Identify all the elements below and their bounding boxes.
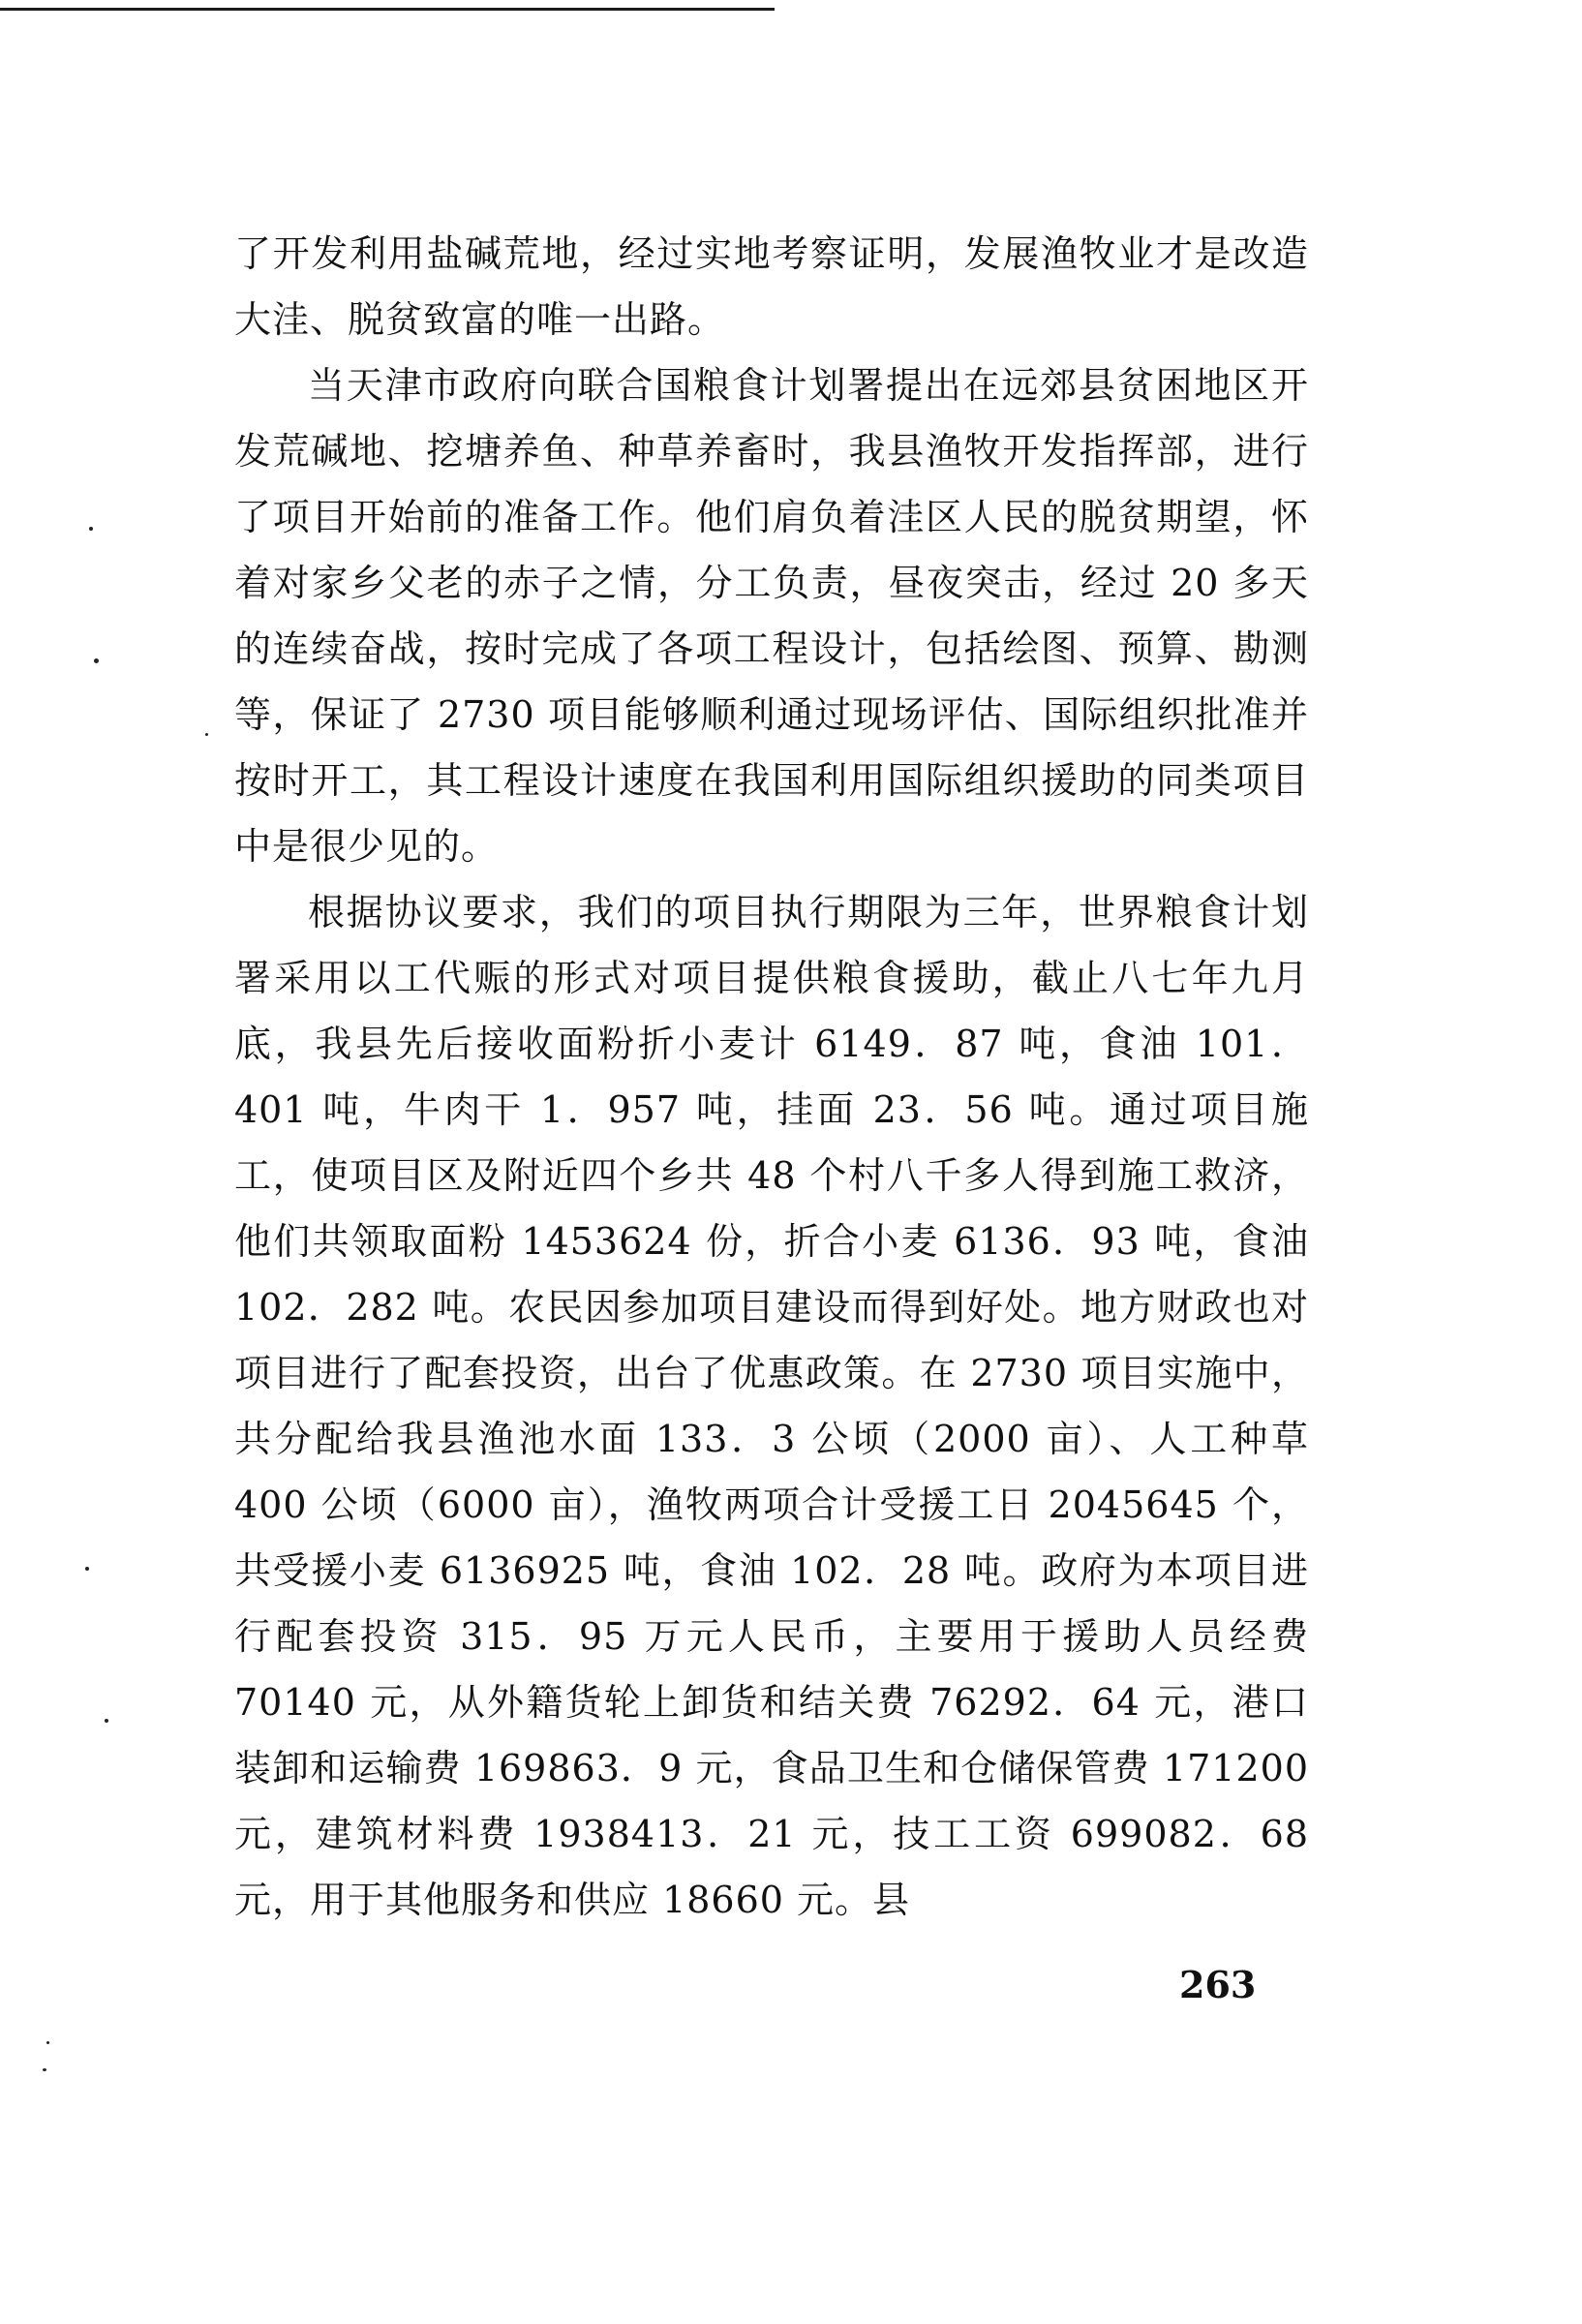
scan-speck [205,733,208,736]
paragraph-food-aid-details: 根据协议要求，我们的项目执行期限为三年，世界粮食计划署采用以工代赈的形式对项目提供粮食援助，截止八七年九月底，我县先后接收面粉折小麦计 6149．87 吨，食油 101．401 吨，牛肉干 1．957 吨，挂面 23．56 吨。通过项目施工，使项目区及附近四个乡共 48 个村八千多人得到施工救济，他们共领取面粉 1453624 份，折合小麦 6136．93 吨，食油 102．282 吨。农民因参加项目建设而得到好处。地方财政也对项目进行了配套投资，出台了优惠政策。在 2730 项目实施中，共分配给我县渔池水面 133．3 公顷（2000 亩）、人工种草 400 公顷（6000 亩），渔牧两项合计受援工日 2045645 个，共受援小麦 6136925 吨，食油 102．28 吨。政府为本项目进行配套投资 315．95 万元人民币，主要用于援助人员经费 70140 元，从外籍货轮上卸货和结关费 76292．64 元，港口装卸和运输费 169863．9 元，食品卫生和仓储保管费 171200 元，建筑材料费 1938413．21 元，技工工资 699082．68 元，用于其他服务和供应 18660 元。县 [234,891,1309,1921]
scan-top-rule [0,8,775,11]
page-number: 263 [1179,1963,1257,2006]
scan-speck [46,2041,49,2044]
scan-speck [43,2068,46,2071]
scan-speck [89,527,93,531]
paragraph-project-preparation: 当天津市政府向联合国粮食计划署提出在远郊县贫困地区开发荒碱地、挖塘养鱼、种草养畜时，我县渔牧开发指挥部，进行了项目开始前的准备工作。他们肩负着洼区人民的脱贫期望，怀着对家乡父老的赤子之情，分工负责，昼夜突击，经过 20 多天的连续奋战，按时完成了各项工程设计，包括绘图、预算、勘测等，保证了 2730 项目能够顺利通过现场评估、国际组织批准并按时开工，其工程设计速度在我国利用国际组织援助的同类项目中是很少见的。 [234,364,1309,868]
paragraph-continued: 了开发利用盐碱荒地，经过实地考察证明，发展渔牧业才是改造大洼、脱贫致富的唯一出路。 [234,232,1309,341]
scan-speck [105,1719,108,1723]
scan-speck [94,658,99,663]
body-text [234,221,1309,1933]
scan-speck [85,1567,89,1571]
